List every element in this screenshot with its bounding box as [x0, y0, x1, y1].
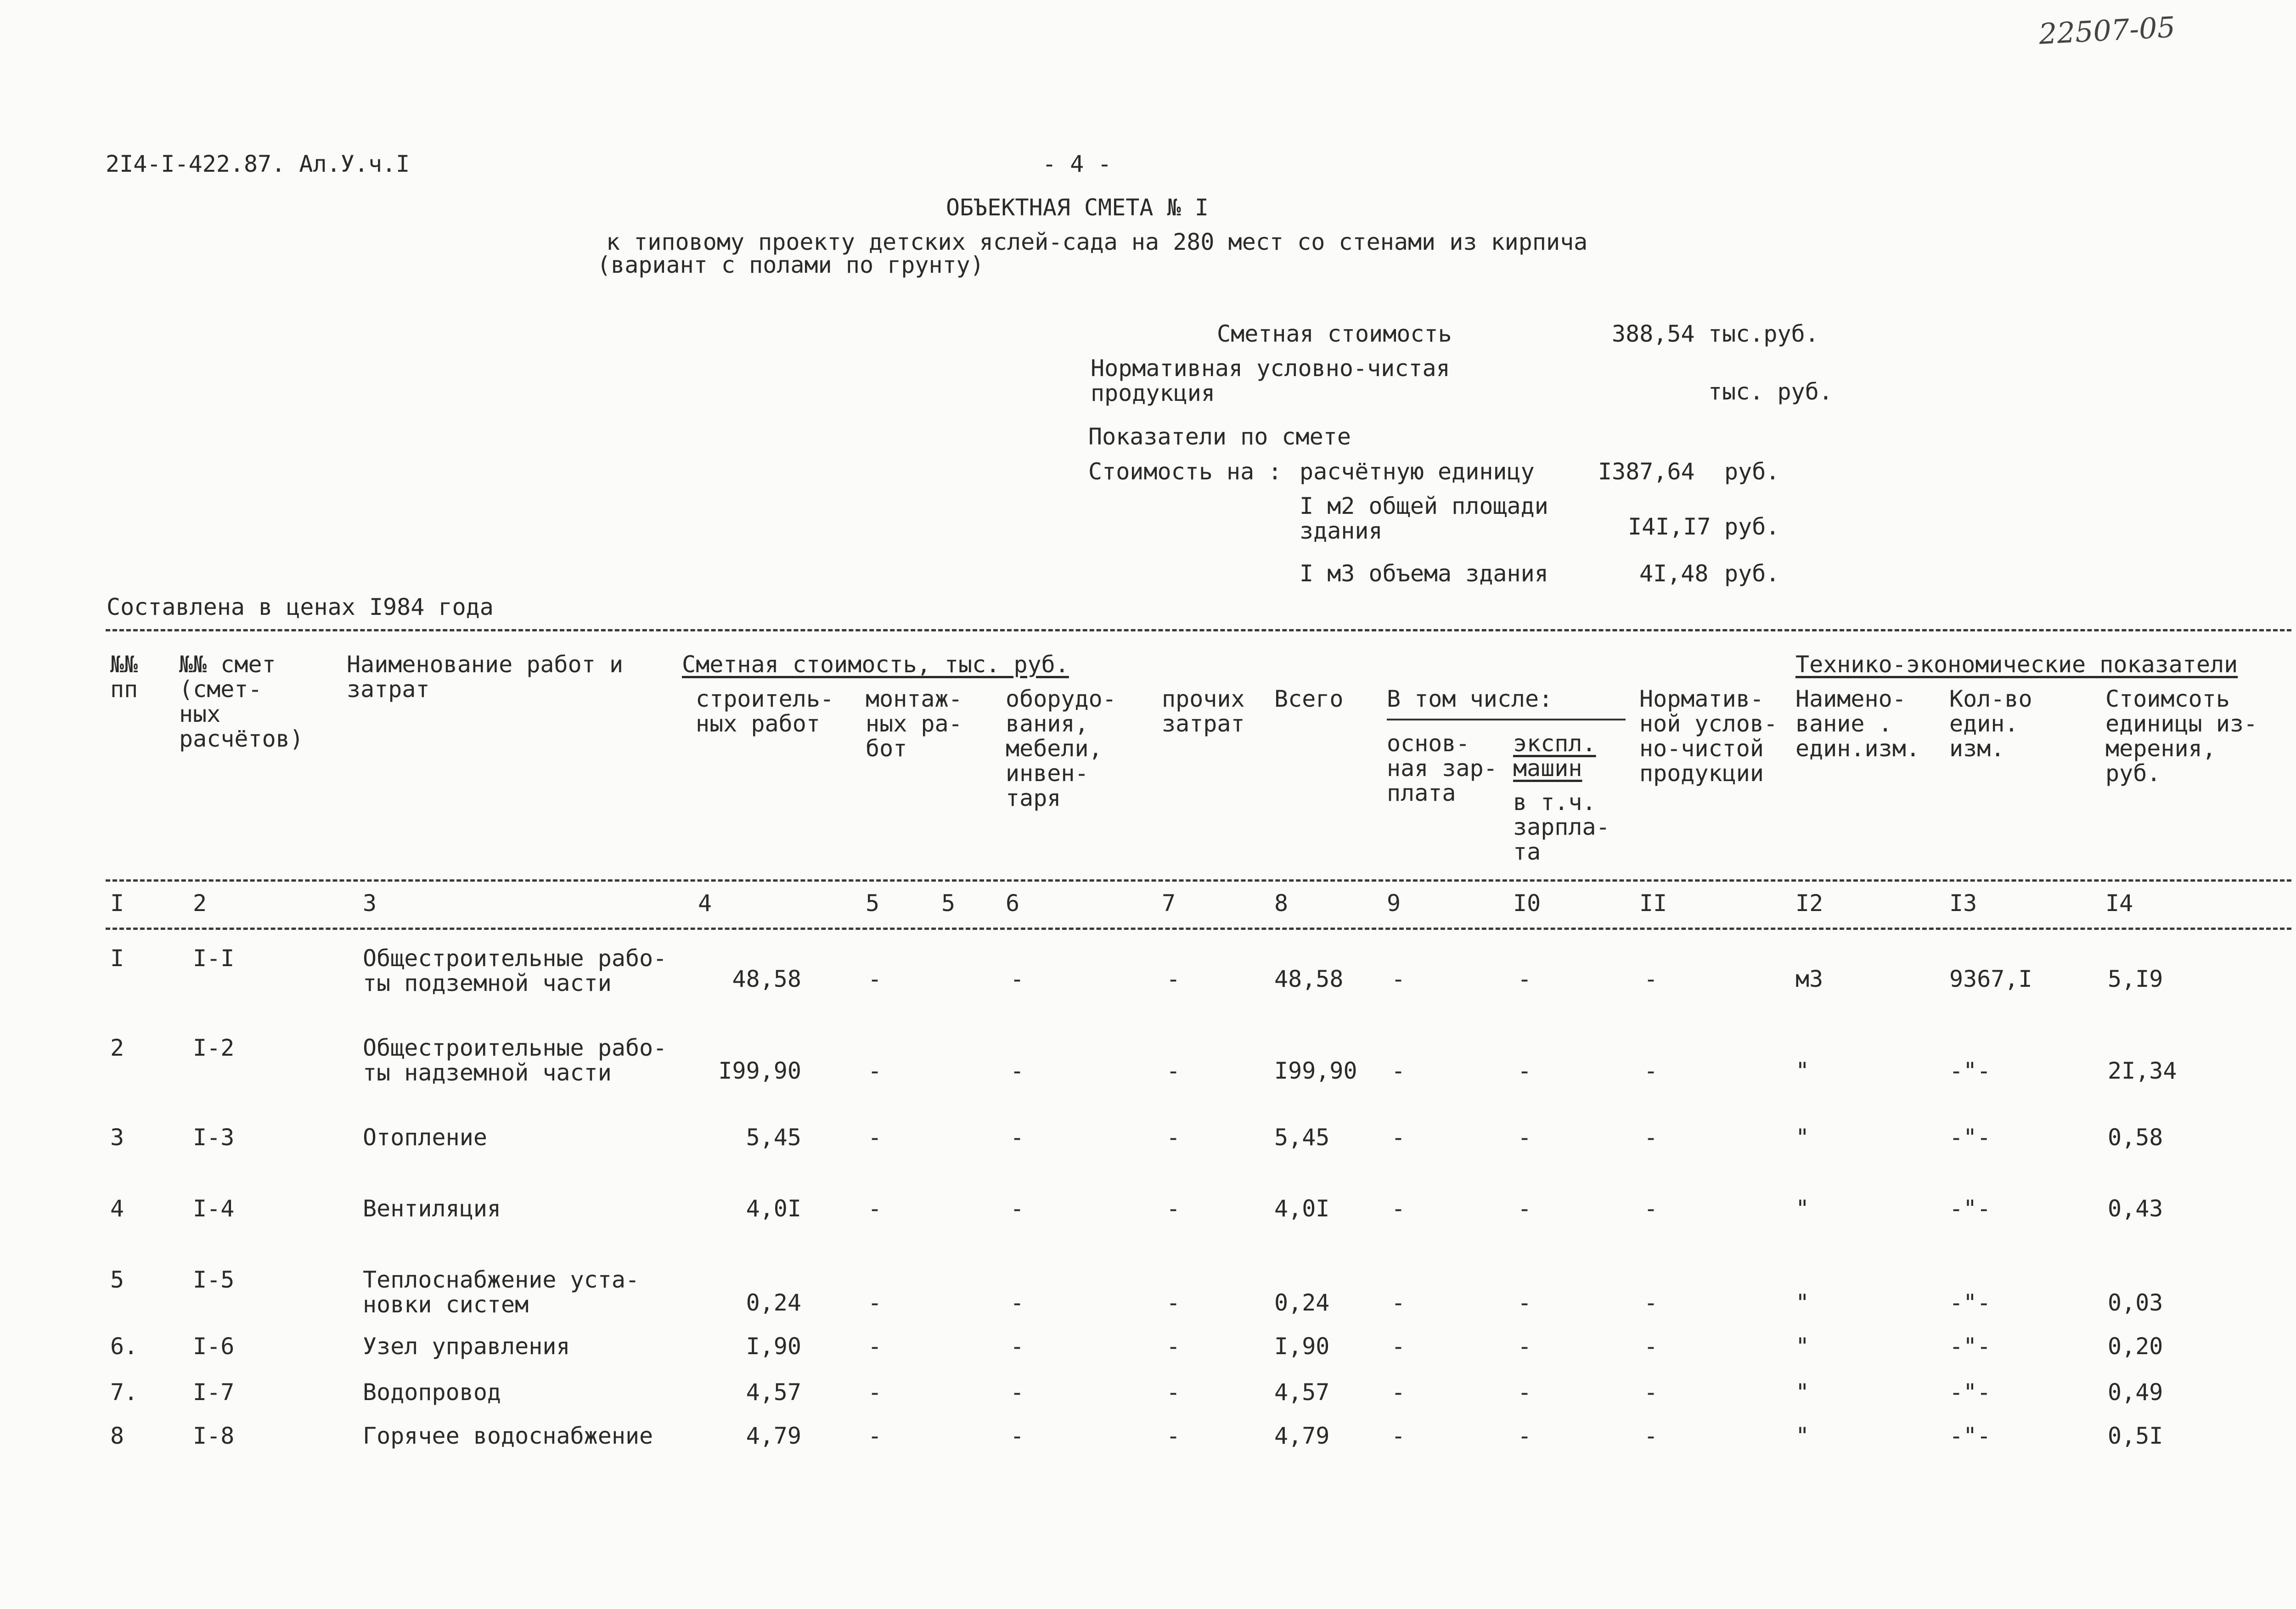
- per-m2-label: I м2 общей площади здания: [1300, 493, 1548, 544]
- cell-qty: -"-: [1949, 1289, 1991, 1316]
- cell-construction: 48,58: [732, 966, 801, 992]
- col-number: 5: [866, 890, 880, 917]
- cell-machines: -: [1518, 1058, 1532, 1084]
- cell-code: I-5: [193, 1266, 235, 1293]
- cell-equipment: -: [1010, 966, 1024, 992]
- cell-no: 4: [110, 1195, 124, 1222]
- per-unit-label: расчётную единицу: [1300, 458, 1535, 485]
- subtitle-line-1: к типовому проекту детских яслей-сада на 280 мест со стенами из кирпича: [606, 229, 1588, 255]
- col-header-machines-salary: в т.ч. зарпла- та: [1513, 789, 1610, 865]
- cell-equipment: -: [1010, 1333, 1024, 1360]
- cell-no: I: [110, 945, 124, 972]
- cell-construction: 4,79: [746, 1423, 801, 1449]
- cell-qty: -"-: [1949, 1379, 1991, 1406]
- cell-name: Горячее водоснабжение: [363, 1423, 653, 1449]
- cell-unit: м3: [1795, 966, 1823, 992]
- cell-unit: ": [1795, 1423, 1810, 1449]
- cell-base: -: [1391, 1423, 1406, 1449]
- cell-machines: -: [1518, 1289, 1532, 1316]
- cell-base: -: [1391, 1124, 1406, 1151]
- cell-construction: 4,57: [746, 1379, 801, 1406]
- cell-qty: -"-: [1949, 1124, 1991, 1151]
- cell-unit: ": [1795, 1195, 1810, 1222]
- cell-unit-cost: 0,43: [2108, 1195, 2163, 1222]
- normative-production-unit: тыс. руб.: [1708, 378, 1833, 405]
- cell-qty: -"-: [1949, 1195, 1991, 1222]
- document-title: ОБЪЕКТНАЯ СМЕТА № I: [946, 194, 1209, 221]
- cell-other: -: [1166, 1124, 1181, 1151]
- cell-equipment: -: [1010, 1124, 1024, 1151]
- col-number: 9: [1387, 890, 1401, 917]
- cell-qty: -"-: [1949, 1423, 1991, 1449]
- cell-base: -: [1391, 1058, 1406, 1084]
- col-header-total: Всего: [1274, 686, 1344, 712]
- col-number: I0: [1513, 890, 1541, 917]
- cell-no: 8: [110, 1423, 124, 1449]
- cell-machines: -: [1518, 1423, 1532, 1449]
- cell-unit: ": [1795, 1379, 1810, 1406]
- cell-other: -: [1166, 1379, 1181, 1406]
- cell-total: 5,45: [1274, 1124, 1330, 1151]
- cell-unit: ": [1795, 1289, 1810, 1316]
- subtitle-line-2: (вариант с полами по грунту): [597, 252, 984, 278]
- per-m3-unit: руб.: [1724, 560, 1780, 587]
- cell-no: 3: [110, 1124, 124, 1151]
- cell-no: 5: [110, 1266, 124, 1293]
- cell-name: Отопление: [363, 1124, 487, 1151]
- cell-name: Вентиляция: [363, 1195, 501, 1222]
- per-m3-value: 4I,48: [1639, 560, 1709, 587]
- page-number: - 4 -: [1042, 151, 1112, 177]
- cell-normative: -: [1644, 1379, 1658, 1406]
- cell-code: I-6: [193, 1333, 235, 1360]
- cell-equipment: -: [1010, 1423, 1024, 1449]
- cell-normative: -: [1644, 966, 1658, 992]
- cell-normative: -: [1644, 1195, 1658, 1222]
- normative-production-label: Нормативная условно-чистая продукция: [1091, 355, 1450, 406]
- cell-unit-cost: 5,I9: [2108, 966, 2163, 992]
- col-header-unit-qty: Кол-во един. изм.: [1949, 686, 2032, 762]
- col-header-equipment: оборудо- вания, мебели, инвен- таря: [1006, 686, 1116, 811]
- cell-no: 6.: [110, 1333, 138, 1360]
- cell-base: -: [1391, 1289, 1406, 1316]
- col-header-name: Наименование работ и затрат: [347, 651, 624, 703]
- document-code: 2I4-I-422.87. Ал.У.ч.I: [106, 151, 410, 177]
- cell-code: I-8: [193, 1423, 235, 1449]
- cell-other: -: [1166, 1423, 1181, 1449]
- cell-code: I-3: [193, 1124, 235, 1151]
- cell-normative: -: [1644, 1058, 1658, 1084]
- col-number: 2: [193, 890, 207, 917]
- col-number: 8: [1274, 890, 1289, 917]
- col-header-machines: экспл. машин: [1513, 730, 1596, 782]
- cell-total: 0,24: [1274, 1289, 1330, 1316]
- cell-assembly: -: [868, 1379, 882, 1406]
- cell-total: 4,0I: [1274, 1195, 1330, 1222]
- cell-assembly: -: [868, 1333, 882, 1360]
- per-m2-value: I4I,I7: [1628, 513, 1711, 540]
- archive-stamp: 22507-05: [2038, 10, 2176, 51]
- cell-equipment: -: [1010, 1289, 1024, 1316]
- cell-total: I,90: [1274, 1333, 1330, 1360]
- cell-assembly: -: [868, 1124, 882, 1151]
- cell-code: I-I: [193, 945, 235, 972]
- table-top-rule: [106, 629, 2291, 631]
- cell-qty: 9367,I: [1949, 966, 2032, 992]
- cell-total: 4,57: [1274, 1379, 1330, 1406]
- cell-machines: -: [1518, 1195, 1532, 1222]
- cell-name: Общестроительные рабо- ты подземной части: [363, 945, 667, 996]
- cell-other: -: [1166, 1289, 1181, 1316]
- cell-total: 4,79: [1274, 1423, 1330, 1449]
- cell-name: Общестроительные рабо- ты надземной части: [363, 1035, 667, 1086]
- col-header-unit-name: Наимено- вание . един.изм.: [1795, 686, 1920, 762]
- col-header-base-salary: основ- ная зар- плата: [1387, 730, 1497, 806]
- cell-normative: -: [1644, 1423, 1658, 1449]
- cost-per-label: Стоимость на :: [1088, 458, 1282, 485]
- cell-name: Теплоснабжение уста- новки систем: [363, 1266, 640, 1318]
- col-header-smeta-no: №№ смет (смет- ных расчётов): [179, 651, 304, 752]
- cell-qty: -"-: [1949, 1333, 1991, 1360]
- cell-unit-cost: 0,20: [2108, 1333, 2163, 1360]
- cell-unit-cost: 0,03: [2108, 1289, 2163, 1316]
- cell-construction: 4,0I: [746, 1195, 801, 1222]
- col-number: I2: [1795, 890, 1823, 917]
- cell-other: -: [1166, 1333, 1181, 1360]
- cell-other: -: [1166, 1058, 1181, 1084]
- cell-unit: ": [1795, 1333, 1810, 1360]
- col-number: II: [1639, 890, 1667, 917]
- col-number: 7: [1162, 890, 1176, 917]
- cell-machines: -: [1518, 1124, 1532, 1151]
- col-number: 6: [1006, 890, 1020, 917]
- per-m2-unit: руб.: [1724, 513, 1780, 540]
- cell-no: 2: [110, 1035, 124, 1061]
- cell-base: -: [1391, 966, 1406, 992]
- cell-name: Водопровод: [363, 1379, 501, 1406]
- incl-group-underline: [1387, 719, 1626, 720]
- cell-unit-cost: 2I,34: [2108, 1058, 2177, 1084]
- cell-construction: I99,90: [718, 1058, 801, 1084]
- cell-unit-cost: 0,5I: [2108, 1423, 2163, 1449]
- cell-equipment: -: [1010, 1058, 1024, 1084]
- col-group-tech: Технико-экономические показатели: [1795, 651, 2238, 678]
- cell-construction: 5,45: [746, 1124, 801, 1151]
- cell-name: Узел управления: [363, 1333, 570, 1360]
- col-number: 3: [363, 890, 377, 917]
- col-header-no: №№ пп: [110, 651, 138, 703]
- col-header-incl: В том числе:: [1387, 686, 1553, 712]
- cell-base: -: [1391, 1195, 1406, 1222]
- cell-unit-cost: 0,49: [2108, 1379, 2163, 1406]
- per-unit-value: I387,64: [1598, 458, 1695, 485]
- cell-equipment: -: [1010, 1379, 1024, 1406]
- indicators-label: Показатели по смете: [1088, 423, 1351, 450]
- cell-construction: I,90: [746, 1333, 801, 1360]
- cell-assembly: -: [868, 966, 882, 992]
- col-number: I3: [1949, 890, 1977, 917]
- cell-code: I-2: [193, 1035, 235, 1061]
- estimated-cost-unit: тыс.руб.: [1708, 321, 1819, 347]
- cell-unit: ": [1795, 1124, 1810, 1151]
- per-unit-unit: руб.: [1724, 458, 1780, 485]
- cell-machines: -: [1518, 1379, 1532, 1406]
- col-number: 4: [698, 890, 712, 917]
- cell-assembly: -: [868, 1423, 882, 1449]
- col-group-cost: Сметная стоимость, тыс. руб.: [682, 651, 1069, 678]
- cell-assembly: -: [868, 1058, 882, 1084]
- cell-unit-cost: 0,58: [2108, 1124, 2163, 1151]
- cell-equipment: -: [1010, 1195, 1024, 1222]
- cell-total: 48,58: [1274, 966, 1344, 992]
- cell-normative: -: [1644, 1124, 1658, 1151]
- cell-no: 7.: [110, 1379, 138, 1406]
- col-number: I4: [2105, 890, 2133, 917]
- col-header-normative: Норматив- ной услов- но-чистой продукции: [1639, 686, 1778, 787]
- column-numbers-rule: [106, 928, 2291, 930]
- cell-other: -: [1166, 1195, 1181, 1222]
- cell-qty: -"-: [1949, 1058, 1991, 1084]
- estimated-cost-value: 388,54: [1612, 321, 1695, 347]
- per-m3-label: I м3 объема здания: [1300, 560, 1548, 587]
- col-header-other: прочих затрат: [1162, 686, 1245, 737]
- col-number: I: [110, 890, 124, 917]
- prices-note: Составлена в ценах I984 года: [107, 594, 494, 620]
- col-header-construction: строитель- ных работ: [696, 686, 834, 737]
- header-bottom-rule: [106, 879, 2291, 882]
- cell-normative: -: [1644, 1333, 1658, 1360]
- cell-assembly: -: [868, 1289, 882, 1316]
- cell-unit: ": [1795, 1058, 1810, 1084]
- cell-assembly: -: [868, 1195, 882, 1222]
- cell-total: I99,90: [1274, 1058, 1357, 1084]
- cell-code: I-7: [193, 1379, 235, 1406]
- col-header-assembly: монтаж- ных ра- бот: [866, 686, 962, 762]
- cell-base: -: [1391, 1333, 1406, 1360]
- cell-construction: 0,24: [746, 1289, 801, 1316]
- col-header-unit-cost: Стоимсоть единицы из- мерения, руб.: [2105, 686, 2258, 787]
- cell-base: -: [1391, 1379, 1406, 1406]
- estimated-cost-label: Сметная стоимость: [1217, 321, 1452, 347]
- cell-other: -: [1166, 966, 1181, 992]
- col-number: 5: [941, 890, 956, 917]
- cell-normative: -: [1644, 1289, 1658, 1316]
- cell-machines: -: [1518, 1333, 1532, 1360]
- cell-code: I-4: [193, 1195, 235, 1222]
- cell-machines: -: [1518, 966, 1532, 992]
